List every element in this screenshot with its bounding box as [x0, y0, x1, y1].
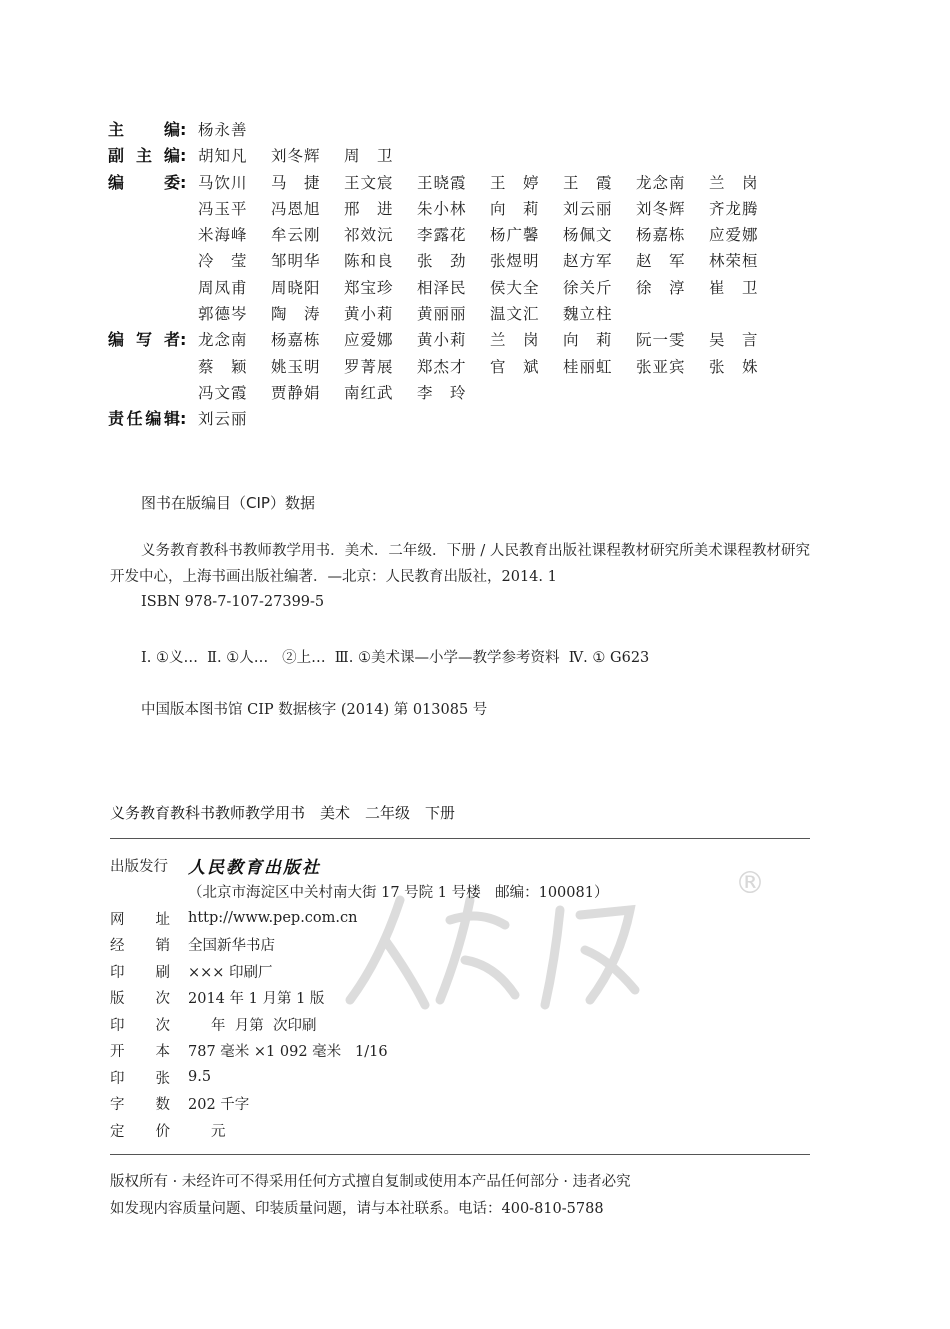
credit-name: 邹明华: [271, 252, 321, 271]
credit-row: [108, 117, 808, 143]
credit-name: 张 劲: [417, 252, 467, 271]
credit-name: 赵 军: [636, 252, 686, 271]
credit-name: 王 霞: [563, 173, 613, 192]
imprint-value: 全国新华书店: [188, 938, 275, 955]
role-char: 写: [135, 330, 152, 350]
credit-name: 兰 岗: [490, 331, 540, 350]
imprint-label: [110, 1067, 188, 1088]
imprint-value: 元: [188, 1123, 226, 1140]
role-char: 委: [163, 172, 180, 192]
cip-isbn: ISBN 978-7-107-27399-5: [141, 594, 325, 610]
label-char: 址: [155, 911, 170, 928]
credit-names: [198, 170, 798, 328]
credit-name: 郭德岑: [198, 305, 248, 324]
label-char: 经: [110, 938, 125, 955]
imprint-label: [110, 1093, 188, 1114]
credit-row: [108, 406, 808, 432]
credit-row: [108, 170, 808, 328]
role-char: 编: [145, 409, 162, 429]
credit-name: 郑杰才: [417, 357, 467, 376]
publisher-address: [110, 879, 810, 906]
credit-name: 杨广馨: [490, 226, 540, 245]
credit-name: 吴 言: [709, 331, 759, 350]
credit-name: 罗菁展: [344, 357, 394, 376]
credit-name: 王晓霞: [417, 173, 467, 192]
credit-name: 周晓阳: [271, 278, 321, 297]
label-char: 印: [110, 964, 125, 981]
imprint-value: 2014 年 1 月第 1 版: [188, 991, 325, 1008]
role-char: 编: [163, 120, 180, 139]
imprint-value: 202 千字: [188, 1097, 250, 1114]
credit-name: 应爱娜: [709, 226, 759, 245]
imprint-value: http://www.pep.com.cn: [188, 910, 358, 927]
credit-name: 王 婷: [490, 173, 540, 192]
credit-name: 冷 莹: [198, 252, 248, 271]
credit-name: 郑宝珍: [344, 278, 394, 297]
credit-name: 杨嘉栋: [271, 331, 321, 350]
credit-name: 徐 淳: [636, 278, 686, 297]
cip-entry: 义务教育教科书教师教学用书．美术．二年级．下册 / 人民教育出版社课程教材研究所美术课程教材研究开发中心，上海书画出版社编著．—北京：人民教育出版社，2014. 1: [110, 543, 810, 585]
credit-role: [108, 117, 198, 143]
role-char: 副: [108, 146, 125, 166]
label-char: 定: [110, 1123, 125, 1140]
label-char: 印: [110, 1017, 125, 1034]
role-colon: :: [180, 172, 187, 192]
credit-name: 冯恩旭: [271, 199, 321, 218]
role-char: 者: [163, 330, 180, 350]
credit-row: [108, 327, 808, 406]
credit-name: 林荣桓: [709, 252, 759, 271]
imprint-row: [110, 1038, 810, 1065]
label-char: 张: [155, 1070, 170, 1087]
imprint-row: [110, 985, 810, 1012]
credit-names: [198, 143, 798, 169]
publisher-row: [110, 852, 810, 879]
credit-role: [108, 143, 198, 169]
credit-role: [108, 327, 198, 353]
cip-record-number: 中国版本图书馆 CIP 数据核字 (2014) 第 013085 号: [141, 702, 488, 718]
credit-name: 应爱娜: [344, 331, 394, 350]
publisher-name-logo: 人民教育出版社: [188, 857, 321, 878]
credit-name: 邢 进: [344, 199, 394, 218]
credit-name: 米海峰: [198, 226, 248, 245]
credit-name: 周凤甫: [198, 278, 248, 297]
role-colon: :: [180, 330, 187, 350]
credit-name: 冯文霞: [198, 383, 248, 402]
credit-role: [108, 406, 198, 432]
imprint-label: [110, 934, 188, 955]
credit-name: 王文宸: [344, 173, 394, 192]
credit-name: 杨嘉栋: [636, 226, 686, 245]
quality-contact: 如发现内容质量问题、印装质量问题，请与本社联系。电话：400-810-5788: [110, 1201, 604, 1217]
credits-block: [108, 117, 808, 433]
label-char: 价: [155, 1123, 170, 1140]
publisher-label: 出版发行: [110, 858, 168, 875]
credit-name: 刘冬辉: [271, 147, 321, 166]
credit-name: 张煜明: [490, 252, 540, 271]
credit-name: 温文汇: [490, 305, 540, 324]
credit-name: 龙念南: [198, 331, 248, 350]
label-char: 网: [110, 911, 125, 928]
imprint-label: [110, 1014, 188, 1035]
imprint-label: [110, 1120, 188, 1141]
credit-name: 李露花: [417, 226, 467, 245]
imprint-value: ××× 印刷厂: [188, 964, 273, 981]
imprint-value: 年 月第 次印刷: [188, 1017, 317, 1034]
credit-name: 阮一雯: [636, 331, 686, 350]
credit-name: 朱小林: [417, 199, 467, 218]
credit-name: 蔡 颖: [198, 357, 248, 376]
credit-name: 侯大全: [490, 278, 540, 297]
imprint-row: [110, 1011, 810, 1038]
credit-name: 向 莉: [563, 331, 613, 350]
credit-name: 杨永善: [198, 121, 248, 139]
imprint-row: [110, 1064, 810, 1091]
imprint-row: [110, 958, 810, 985]
credit-name: 祁效沅: [344, 226, 394, 245]
cip-classification: Ⅰ. ①义… Ⅱ. ①人… ②上… Ⅲ. ①美术课—小学—教学参考资料 Ⅳ. ① G623: [141, 650, 650, 666]
credit-name: 贾静娟: [271, 383, 321, 402]
address-text: （北京市海淀区中关村南大街 17 号院 1 号楼 邮编：100081）: [188, 885, 609, 902]
credit-name: 徐关斤: [563, 278, 613, 297]
label-char: 开: [110, 1044, 125, 1061]
role-char: 辑: [163, 409, 180, 429]
rights-notice: 版权所有 · 未经许可不得采用任何方式擅自复制或使用本产品任何部分 · 违者必究: [110, 1174, 631, 1190]
credit-name: 胡知凡: [198, 147, 248, 166]
label-char: 版: [110, 991, 125, 1008]
label-char: 字: [110, 1097, 125, 1114]
role-char: 编: [108, 330, 125, 350]
imprint-value: 787 毫米 ×1 092 毫米 1/16: [188, 1044, 388, 1061]
credit-names: [198, 327, 798, 406]
role-colon: :: [180, 120, 187, 139]
credit-name: 牟云刚: [271, 226, 321, 245]
label-char: 次: [155, 1017, 170, 1034]
imprint-row: [110, 905, 810, 932]
label-char: 刷: [155, 964, 170, 981]
credit-name: 齐龙腾: [709, 199, 759, 218]
credit-name: 黄小莉: [344, 305, 394, 324]
credit-name: 魏立柱: [563, 305, 613, 324]
label-char: 数: [155, 1097, 170, 1114]
credit-name: 张 姝: [709, 357, 759, 376]
book-title: 义务教育教科书教师教学用书 美术 二年级 下册: [110, 804, 456, 822]
credit-name: 张亚宾: [636, 357, 686, 376]
imprint-value: 9.5: [188, 1069, 212, 1086]
credit-name: 杨佩文: [563, 226, 613, 245]
imprint-label: [110, 1040, 188, 1061]
credit-name: 姚玉明: [271, 357, 321, 376]
credit-name: 南红武: [344, 383, 394, 402]
role-char: 主: [108, 120, 125, 139]
role-char: 编: [163, 146, 180, 166]
credit-name: 黄丽丽: [417, 305, 467, 324]
registered-trademark-mark: ®: [735, 866, 765, 901]
credit-names: [198, 117, 798, 143]
credit-name: 李 玲: [417, 383, 467, 402]
role-colon: :: [180, 409, 187, 429]
imprint-row: [110, 1117, 810, 1144]
credit-row: [108, 143, 808, 169]
role-char: 主: [135, 146, 152, 166]
role-char: 编: [108, 172, 125, 192]
credit-name: 陶 涛: [271, 305, 321, 324]
credit-name: 黄小莉: [417, 331, 467, 350]
credit-name: 向 莉: [490, 199, 540, 218]
bottom-divider: [110, 1154, 810, 1155]
credit-name: 桂丽虹: [563, 357, 613, 376]
credit-name: 冯玉平: [198, 199, 248, 218]
credit-name: 马饮川: [198, 173, 248, 192]
imprint-label: [110, 908, 188, 929]
credit-name: 刘云丽: [563, 199, 613, 218]
imprint-block: [110, 852, 810, 1144]
role-char: 任: [126, 409, 143, 429]
credit-role: [108, 170, 198, 196]
label-char: 销: [155, 938, 170, 955]
credit-name: 官 斌: [490, 357, 540, 376]
credit-name: 刘云丽: [198, 410, 248, 429]
credit-name: 刘冬辉: [636, 199, 686, 218]
credit-name: 马 捷: [271, 173, 321, 192]
credit-name: 崔 卫: [709, 278, 759, 297]
credit-name: 陈和良: [344, 252, 394, 271]
label-char: 次: [155, 991, 170, 1008]
role-char: 责: [108, 409, 125, 429]
imprint-row: [110, 932, 810, 959]
credit-name: 兰 岗: [709, 173, 759, 192]
label-char: 本: [155, 1044, 170, 1061]
credit-name: 相泽民: [417, 278, 467, 297]
credit-name: 龙念南: [636, 173, 686, 192]
imprint-label: [110, 961, 188, 982]
imprint-row: [110, 1091, 810, 1118]
credit-names: [198, 406, 798, 432]
top-divider: [110, 838, 810, 839]
imprint-label: [110, 987, 188, 1008]
label-char: 印: [110, 1070, 125, 1087]
role-colon: :: [180, 146, 187, 166]
credit-name: 赵方军: [563, 252, 613, 271]
credit-name: 周 卫: [344, 147, 394, 166]
cip-heading: 图书在版编目（CIP）数据: [141, 494, 315, 512]
